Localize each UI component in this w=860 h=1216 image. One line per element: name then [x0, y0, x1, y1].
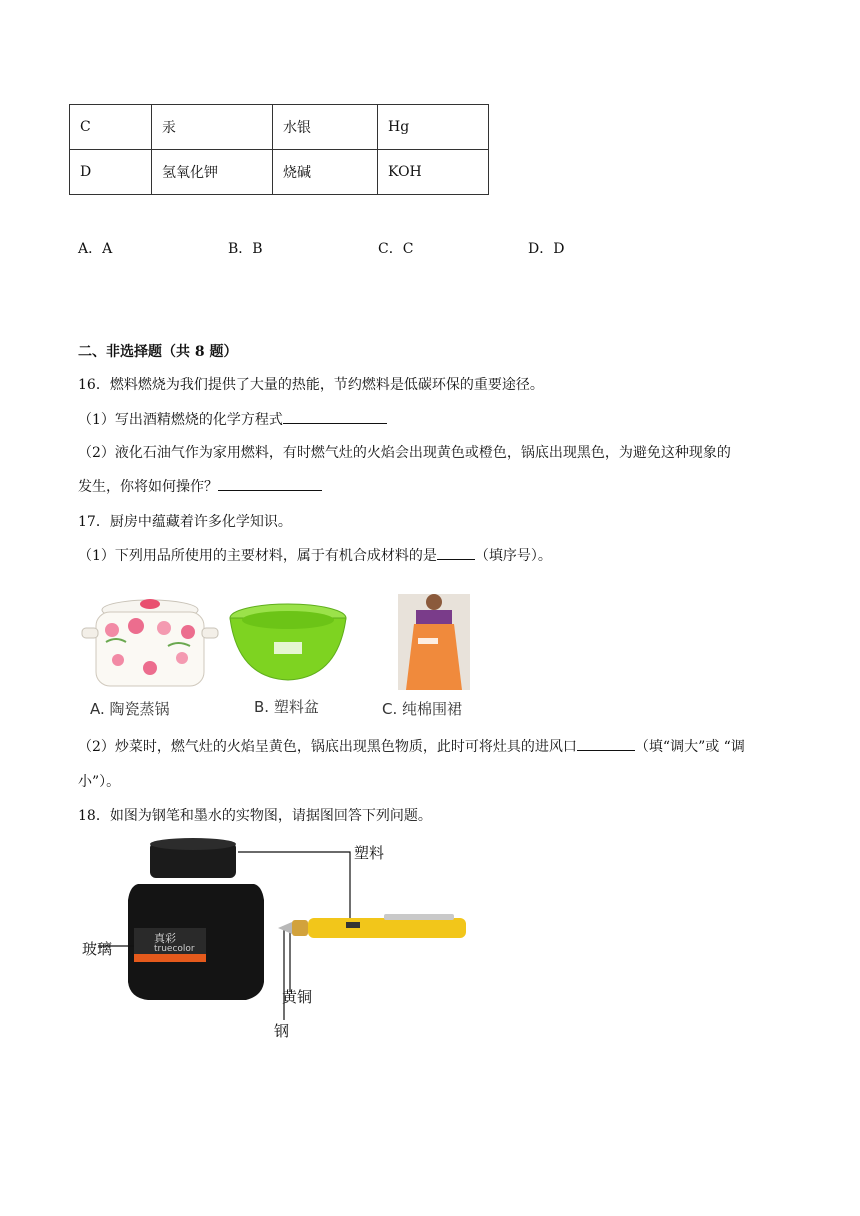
bottle-brand: 真彩: [154, 932, 176, 945]
table-cell: C: [70, 105, 152, 150]
choice-d[interactable]: D．D: [528, 241, 565, 257]
table-cell: 水银: [273, 105, 378, 150]
q16-part2-line2: [78, 476, 322, 496]
section-title: 二、非选择题（共 8 题）: [78, 344, 238, 360]
table-row: [70, 105, 489, 150]
q17-part1: [78, 545, 552, 565]
image-label-c: C. 纯棉围裙: [382, 700, 463, 718]
table-cell: Hg: [378, 105, 489, 150]
label-steel: 钢: [274, 1022, 290, 1040]
q18-stem: 18．如图为钢笔和墨水的实物图，请据图回答下列问题。: [78, 808, 432, 824]
materials-image: [78, 590, 478, 720]
q16-part1-text: （1）写出酒精燃烧的化学方程式: [78, 412, 283, 428]
choice-b[interactable]: B．B: [228, 241, 263, 257]
table-cell: D: [70, 150, 152, 195]
q17-part2-line1: [78, 736, 745, 756]
ceramic-pot-icon: [82, 599, 218, 686]
bottle-brand-en: truecolor: [154, 944, 195, 954]
plastic-basin-icon: [230, 604, 346, 680]
pen-ink-illustration: [78, 836, 478, 1046]
label-brass: 黄铜: [282, 988, 313, 1006]
q17-part2-line2: 小”）。: [78, 774, 121, 790]
choice-a[interactable]: A．A: [78, 241, 113, 257]
table-cell: 烧碱: [273, 150, 378, 195]
q16-part2-text: 发生，你将如何操作？: [78, 479, 218, 495]
q16-part2-line1: （2）液化石油气作为家用燃料，有时燃气灶的火焰会出现黄色或橙色，锅底出现黑色，为避免这种现象的: [78, 445, 731, 461]
choice-c[interactable]: C．C: [378, 241, 414, 257]
answer-blank[interactable]: [218, 476, 322, 491]
table-cell: 汞: [152, 105, 273, 150]
ink-bottle-icon: [128, 838, 264, 1000]
options-table: [69, 104, 489, 195]
answer-blank[interactable]: [437, 545, 475, 560]
q16-stem: 16．燃料燃烧为我们提供了大量的热能，节约燃料是低碳环保的重要途径。: [78, 377, 544, 393]
q17-part2-tail: （填“调大”或 “调: [634, 739, 745, 755]
q16-part1: [78, 409, 387, 429]
pen-ink-figure: [78, 836, 478, 1046]
cotton-apron-icon: [398, 594, 470, 690]
table-cell: KOH: [378, 150, 489, 195]
answer-blank[interactable]: [577, 736, 635, 751]
label-glass: 玻璃: [82, 940, 113, 958]
q17-part1-tail: （填序号）。: [474, 548, 552, 564]
q17-part1-text: （1）下列用品所使用的主要材料，属于有机合成材料的是: [78, 548, 437, 564]
table-row: [70, 150, 489, 195]
answer-blank[interactable]: [283, 409, 387, 424]
label-plastic: 塑料: [354, 844, 385, 862]
fountain-pen-icon: [278, 914, 466, 938]
image-label-b: B. 塑料盆: [254, 698, 319, 716]
q17-part2-text: （2）炒菜时，燃气灶的火焰呈黄色，锅底出现黑色物质，此时可将灶具的进风口: [78, 739, 577, 755]
table-cell: 氢氧化钾: [152, 150, 273, 195]
q17-stem: 17．厨房中蕴藏着许多化学知识。: [78, 514, 292, 530]
image-label-a: A. 陶瓷蒸锅: [90, 700, 170, 718]
